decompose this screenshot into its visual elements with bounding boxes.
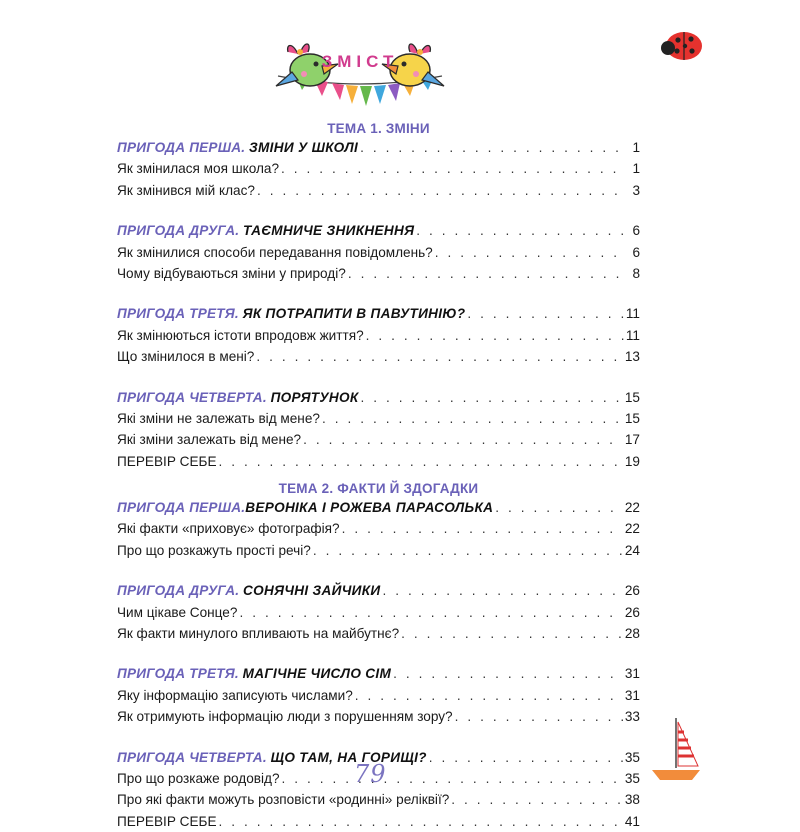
leader-dots <box>256 346 623 367</box>
leader-dots <box>495 497 623 518</box>
lesson-entry[interactable]: Чим цікаве Сонце? . . . 26 <box>117 602 640 623</box>
contents-title: ЗМІСТ <box>321 52 399 71</box>
leader-dots <box>360 137 626 158</box>
page-ref: 22 <box>624 521 640 537</box>
adventure-entry[interactable]: ПРИГОДА ТРЕТЯ. ЯК ПОТРАПИТИ В ПАВУТИНІЮ? . . . 11 <box>117 303 640 324</box>
adventure-entry[interactable]: ПРИГОДА ЧЕТВЕРТА. ЩО ТАМ, НА ГОРИЩІ? . . . 35 <box>117 747 640 768</box>
lesson-entry[interactable]: Чому відбуваються зміни у природі? . . . 8 <box>117 263 640 284</box>
leader-dots <box>429 747 623 768</box>
page-ref: 28 <box>624 626 640 642</box>
theme-title: ТЕМА 2. ФАКТИ Й ЗДОГАДКИ <box>278 481 479 497</box>
leader-dots <box>342 518 623 539</box>
page-ref: 31 <box>624 666 640 682</box>
ladybug-icon <box>660 26 706 64</box>
page-ref: 11 <box>625 306 640 322</box>
page-ref: 31 <box>624 687 640 703</box>
page-ref: 26 <box>624 604 640 620</box>
leader-dots <box>451 789 623 810</box>
leader-dots <box>355 685 623 706</box>
sailboat-icon <box>648 716 704 782</box>
page-ref: 6 <box>632 223 640 239</box>
leader-dots <box>257 180 626 201</box>
page-ref: 1 <box>632 140 640 155</box>
leader-dots <box>219 451 623 472</box>
lesson-entry[interactable]: Як змінюються істоти впродовж життя? . . . 11 <box>117 325 640 346</box>
leader-dots <box>393 663 623 684</box>
lesson-entry[interactable]: Про які факти можуть розповісти «родинні» реліквії? . . . 38 <box>117 789 640 810</box>
lesson-entry[interactable]: Яку інформацію записують числами? . . . 31 <box>117 685 640 706</box>
page-ref: 13 <box>624 349 640 365</box>
adventure-entry[interactable]: ПРИГОДА ТРЕТЯ. МАГІЧНЕ ЧИСЛО СІМ . . . 31 <box>117 663 640 684</box>
lesson-entry[interactable]: Які зміни залежать від мене? . . . 17 <box>117 429 640 450</box>
leader-dots <box>281 158 626 179</box>
page-ref: 3 <box>632 182 640 198</box>
leader-dots <box>401 623 623 644</box>
leader-dots <box>303 429 623 450</box>
page-ref: 24 <box>624 542 640 558</box>
leader-dots <box>382 580 622 601</box>
leader-dots <box>348 263 626 284</box>
leader-dots <box>366 325 624 346</box>
lesson-entry[interactable]: Як отримують інформацію люди з порушенням зору? . . . 33 <box>117 706 640 727</box>
lesson-entry[interactable]: Які факти «приховує» фотографія? . . . 22 <box>117 518 640 539</box>
leader-dots <box>282 768 623 789</box>
self-check-entry[interactable]: ПЕРЕВІР СЕБЕ . . . 41 <box>117 811 640 832</box>
leader-dots <box>435 242 626 263</box>
leader-dots <box>467 303 623 324</box>
lesson-entry[interactable]: Що змінилося в мені? . . . 13 <box>117 346 640 367</box>
leader-dots <box>361 387 623 408</box>
leader-dots <box>313 540 623 561</box>
lesson-entry[interactable]: Як змінилися способи передавання повідомлень? . . . 6 <box>117 242 640 263</box>
adventure-entry[interactable]: ПРИГОДА ЧЕТВЕРТА. ПОРЯТУНОК . . . 15 <box>117 387 640 408</box>
page-ref: 19 <box>624 453 640 469</box>
lesson-entry[interactable]: Які зміни не залежать від мене? . . . 15 <box>117 408 640 429</box>
leader-dots <box>322 408 623 429</box>
lesson-entry[interactable]: Як змінилася моя школа? . . . 1 <box>117 158 640 179</box>
page-ref: 15 <box>624 389 640 405</box>
adventure-entry[interactable]: ПРИГОДА ДРУГА. СОНЯЧНІ ЗАЙЧИКИ . . . 26 <box>117 580 640 601</box>
page-ref: 1 <box>632 161 640 177</box>
lesson-entry[interactable]: Як факти минулого впливають на майбутнє? . . . 28 <box>117 623 640 644</box>
leader-dots <box>219 811 623 832</box>
page-ref: 41 <box>624 813 640 829</box>
leader-dots <box>239 602 622 623</box>
adventure-entry[interactable]: ПРИГОДА ДРУГА. ТАЄМНИЧЕ ЗНИКНЕННЯ . . . 6 <box>117 220 640 241</box>
page-ref: 38 <box>624 792 640 808</box>
theme-title: ТЕМА 1. ЗМІНИ <box>327 121 430 136</box>
adventure-entry[interactable]: ПРИГОДА ПЕРША.ВЕРОНІКА І РОЖЕВА ПАРАСОЛЬКА . . . 22 <box>117 497 640 518</box>
leader-dots <box>416 220 626 241</box>
page-ref: 8 <box>632 265 640 281</box>
self-check-entry[interactable]: ПЕРЕВІР СЕБЕ . . . 19 <box>117 451 640 472</box>
page-ref: 35 <box>624 749 640 765</box>
page-ref: 33 <box>624 709 640 725</box>
page-ref: 22 <box>624 500 640 516</box>
page-ref: 15 <box>624 410 640 426</box>
page-ref: 35 <box>624 770 640 786</box>
lesson-entry[interactable]: Про що розкаже родовід? . . . 35 <box>117 768 640 789</box>
page-number: 79 <box>354 760 387 788</box>
table-of-contents <box>117 118 640 832</box>
adventure-entry[interactable]: ПРИГОДА ПЕРША. ЗМІНИ У ШКОЛІ . . . 1 <box>117 137 640 158</box>
lesson-entry[interactable]: Як змінився мій клас? . . . 3 <box>117 180 640 201</box>
page-ref: 11 <box>625 327 640 343</box>
page-ref: 6 <box>632 244 640 260</box>
lesson-entry[interactable]: Про що розкажуть прості речі? . . . 24 <box>117 540 640 561</box>
leader-dots <box>455 706 623 727</box>
page-ref: 26 <box>624 583 640 599</box>
page-ref: 17 <box>624 432 640 448</box>
